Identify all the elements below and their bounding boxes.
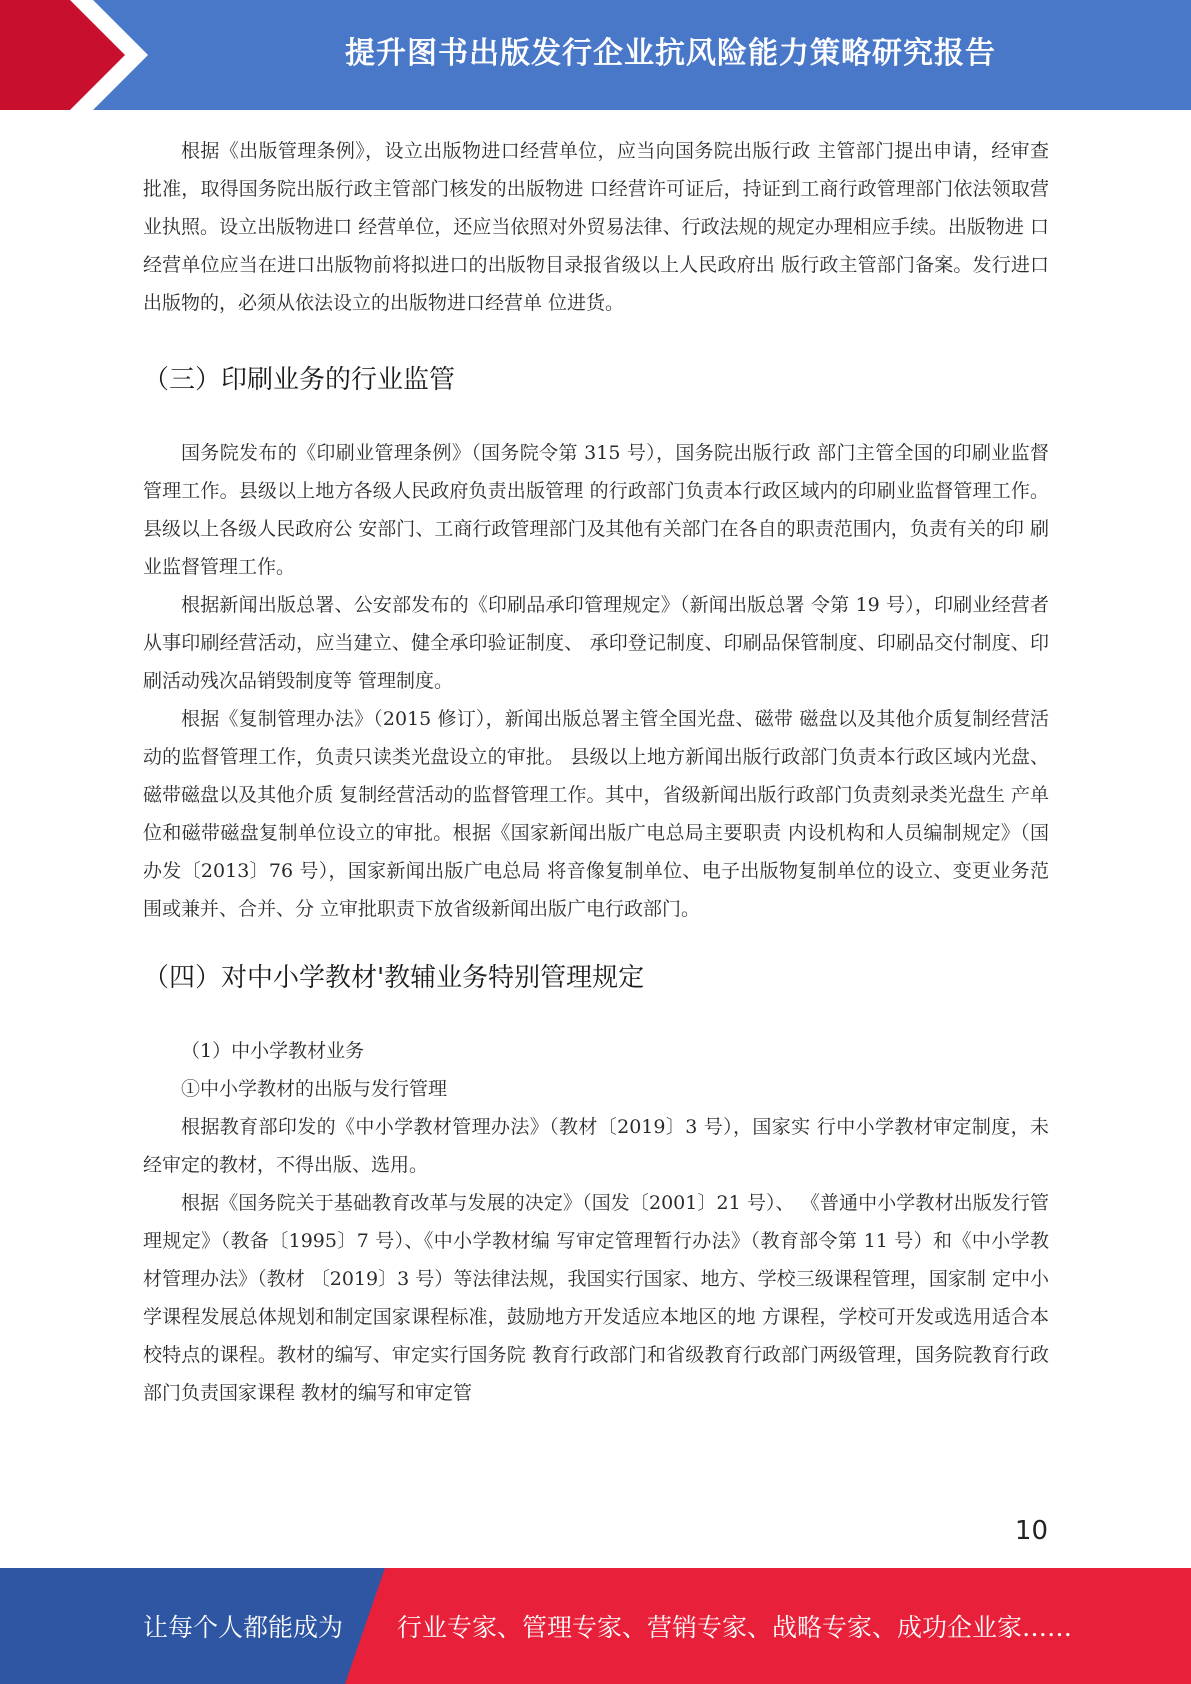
section4-paragraph-1: 根据教育部印发的《中小学教材管理办法》（教材〔2019〕3 号），国家实 行中小学教材审定制度，未经审定的教材，不得出版、选用。: [143, 1116, 1049, 1176]
section-heading-3: （三）印刷业务的行业监管: [143, 365, 456, 395]
header-arrow-icon: [0, 0, 160, 110]
intro-paragraph: 根据《出版管理条例》，设立出版物进口经营单位，应当向国务院出版行政 主管部门提出申请，经审查批准，取得国务院出版行政主管部门核发的出版物进 口经营许可证后，持证到工商行政管理部门依法领取营业执照。设立出版物进口 经营单位，还应当依照对外贸易法律、行政法规的规定办理相应手续。出版物进 口经营单位应当在进口出版物前将拟进口的出版物目录报省级以上人民政府出 版行政主管部门备案。发行进口出版物的，必须从依法设立的出版物进口经营单 位进货。: [143, 140, 1049, 314]
page-header: [0, 0, 1191, 110]
main-content: [143, 132, 1049, 1412]
section4-paragraph-2: 根据《国务院关于基础教育改革与发展的决定》（国发〔2001〕21 号）、 《普通中小学教材出版发行管理规定》（教备〔1995〕7 号）、《中小学教材编 写审定管理暂行办法》（教育部令第 11 号）和《中小学教材管理办法》（教材 〔2019〕3 号）等法律法规，我国实行国家、地方、学校三级课程管理，国家制 定中小学课程发展总体规划和制定国家课程标准，鼓励地方开发适应本地区的地 方课程，学校可开发或选用适合本校特点的课程。教材的编写、审定实行国务院 教育行政部门和省级教育行政部门两级管理，国务院教育行政部门负责国家课程 教材的编写和审定管: [143, 1192, 1049, 1404]
header-title: 提升图书出版发行企业抗风险能力策略研究报告: [345, 36, 996, 71]
section4-subheading-1: （1）中小学教材业务: [181, 1040, 365, 1062]
section3-paragraph-1: 国务院发布的《印刷业管理条例》（国务院令第 315 号），国务院出版行政 部门主管全国的印刷业监督管理工作。县级以上地方各级人民政府负责出版管理 的行政部门负责本行政区域内的印刷业监督管理工作。县级以上各级人民政府公 安部门、工商行政管理部门及其他有关部门在各自的职责范围内，负责有关的印 刷业监督管理工作。: [143, 442, 1049, 578]
page-footer: [0, 1568, 1191, 1684]
section4-subheading-2: ①中小学教材的出版与发行管理: [181, 1078, 448, 1100]
page-number: 10: [1014, 1516, 1048, 1546]
footer-slogan-left: 让每个人都能成为: [143, 1613, 344, 1642]
section3-paragraph-3: 根据《复制管理办法》（2015 修订），新闻出版总署主管全国光盘、磁带 磁盘以及其他介质复制经营活动的监督管理工作，负责只读类光盘设立的审批。 县级以上地方新闻出版行政部门负责本行政区域内光盘、磁带磁盘以及其他介质 复制经营活动的监督管理工作。其中，省级新闻出版行政部门负责刻录类光盘生 产单位和磁带磁盘复制单位设立的审批。根据《国家新闻出版广电总局主要职责 内设机构和人员编制规定》（国办发〔2013〕76 号），国家新闻出版广电总局 将音像复制单位、电子出版物复制单位的设立、变更业务范围或兼并、合并、分 立审批职责下放省级新闻出版广电行政部门。: [143, 708, 1049, 920]
section3-paragraph-2: 根据新闻出版总署、公安部发布的《印刷品承印管理规定》（新闻出版总署 令第 19 号），印刷业经营者从事印刷经营活动，应当建立、健全承印验证制度、 承印登记制度、印刷品保管制度、印刷品交付制度、印刷活动残次品销毁制度等 管理制度。: [143, 594, 1049, 692]
footer-slogan-right: 行业专家、管理专家、营销专家、战略专家、成功企业家……: [397, 1613, 1073, 1642]
section-heading-4: （四）对中小学教材'教辅业务特别管理规定: [143, 963, 645, 993]
